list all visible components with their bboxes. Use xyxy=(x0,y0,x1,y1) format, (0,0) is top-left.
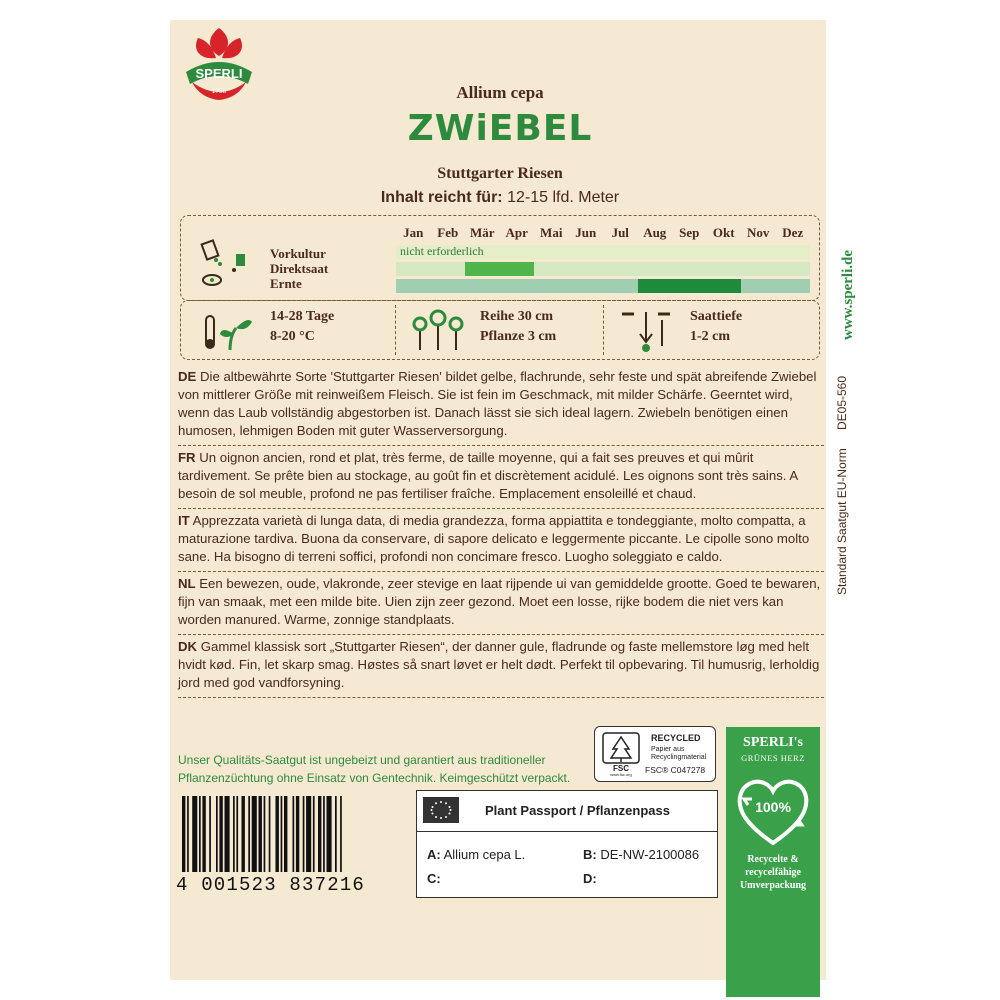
green-title: SPERLI's xyxy=(743,735,803,750)
fsc-label xyxy=(594,726,716,782)
fsc-sub xyxy=(651,746,706,762)
calendar-row-ernte xyxy=(396,279,810,293)
brand-year: 1788 xyxy=(211,88,227,95)
green-heart-panel xyxy=(726,727,820,997)
divider xyxy=(395,305,396,355)
barcode-bar xyxy=(252,796,257,872)
barcode-bar xyxy=(192,796,197,872)
sowing-icon xyxy=(200,238,250,288)
barcode-bar xyxy=(216,796,218,872)
month-label: Jan xyxy=(403,225,424,240)
germination-info xyxy=(270,307,334,347)
barcode-bar xyxy=(236,796,238,872)
barcode-bar xyxy=(303,796,305,872)
barcode-bar xyxy=(187,796,189,872)
variety-name: Stuttgarter Riesen xyxy=(437,165,563,182)
calendar-rows xyxy=(396,245,810,296)
passport-field-b xyxy=(583,847,699,862)
fsc-url: www.fsc.org xyxy=(610,772,632,777)
barcode-bar xyxy=(281,796,283,872)
description-de xyxy=(178,365,824,446)
depth-info xyxy=(690,307,742,347)
barcode-number: 4 001523 837216 xyxy=(176,874,366,896)
month-label: Mai xyxy=(540,225,563,240)
description-text: Un oignon ancien, rond et plat, très ferme, de taille moyenne, qui a fait ses preuves et qui mûrit tardivement. Se prête bien au stockage, au goût fin et discrètement acidulé. Les oignons sont très sains. A besoin de sol meuble, profond ne pas fertiliser fraîche. Emplacement ensoleillé et chaud. xyxy=(178,450,798,501)
green-percent: 100% xyxy=(755,799,791,815)
green-text xyxy=(726,853,820,892)
description-fr xyxy=(178,446,824,509)
green-text-1: Recycelte & xyxy=(747,854,799,865)
language-code: DE xyxy=(178,369,197,384)
seed-standard: Standard Saatgut EU-Norm xyxy=(835,448,849,595)
month-label: Sep xyxy=(679,225,700,240)
product-title: ZWiEBEL xyxy=(407,108,593,149)
passport-field-a xyxy=(427,847,525,862)
germination-icon xyxy=(200,306,254,354)
language-code: NL xyxy=(178,576,196,591)
month-label: Jul xyxy=(611,225,629,240)
month-label: Dez xyxy=(782,225,804,240)
calendar-row-labels xyxy=(270,246,328,291)
barcode-bar xyxy=(248,796,250,872)
product-code: DE05-560 xyxy=(835,375,849,430)
barcode-bar xyxy=(293,796,295,872)
barcode-bar xyxy=(199,796,201,872)
language-code: DK xyxy=(178,639,198,654)
month-label: Apr xyxy=(505,225,528,240)
germination-days: 14-28 Tage xyxy=(270,309,335,324)
spacing-icon xyxy=(410,306,466,354)
description-it xyxy=(178,509,824,572)
fsc-sub1: Papier aus xyxy=(651,746,685,753)
language-code: IT xyxy=(178,513,190,528)
description-text: Een bewezen, oude, vlakronde, zeer stevige en laat rijpende ui van gemiddelde grootte. Goed te bewaren, fijn van smaak, met een milde bite. Uien zijn zeer gezond. Moet een losse, rijke bodem die niet vers kan worden manured. Warme, zonnige standplaats. xyxy=(178,576,821,627)
description-text: Apprezzata varietà di lunga data, di media grandezza, forma appiattita e tondeggiante, molto compatta, a maturazione tardiva. Buona da conservare, di sapore delicato e leggermente piccante. Le cipolle sono molto sane. Ha bisogno di terreni soffici, profondi non concimare fresco. Luogho soleggiato e caldo. xyxy=(178,513,810,564)
barcode-bar xyxy=(209,796,211,872)
fsc-recycled: RECYCLED xyxy=(651,733,701,743)
green-subtitle: GRÜNES HERZ xyxy=(741,753,805,763)
passport-field-c xyxy=(427,871,441,886)
barcode-bar xyxy=(233,796,235,872)
fsc-sub2: Recyclingmaterial xyxy=(651,754,707,761)
barcode-bar xyxy=(327,796,332,872)
passport-divider xyxy=(417,831,717,832)
descriptions xyxy=(178,365,824,698)
month-header xyxy=(396,225,810,241)
germination-temp: 8-20 °C xyxy=(270,329,315,344)
month-label: Jun xyxy=(575,225,597,240)
barcode xyxy=(178,796,384,872)
month-label: Mär xyxy=(469,225,495,240)
field-b-label: B: xyxy=(583,847,597,862)
field-a-value: Allium cepa L. xyxy=(443,847,526,862)
row-label-vorkultur: Vorkultur xyxy=(270,246,326,261)
website-url: www.sperli.de xyxy=(840,250,856,340)
green-text-3: Umverpackung xyxy=(739,880,807,891)
depth-label: Saattiefe xyxy=(690,309,743,324)
calendar-row-vorkultur xyxy=(396,245,810,259)
field-d-label: D: xyxy=(583,871,597,886)
calendar-bar xyxy=(638,279,742,293)
month-label: Nov xyxy=(747,225,770,240)
field-a-label: A: xyxy=(427,847,441,862)
yield-label: Inhalt reicht für: xyxy=(380,189,503,206)
barcode-bar xyxy=(242,796,245,872)
description-text: Die altbewährte Sorte 'Stuttgarter Riesen' bildet gelbe, flachrunde, sehr feste und spät abreifende Zwiebel von mittlerer Größe mit reinweißem Fleisch. Sie ist fein im Geschmack, mit milder Schärfe. Geerntet wird, wenn das Laub vollständig abgestorben ist. Danach lässt sie sich ideal lagern. Zwiebeln benötigen einen humosen, lehmigen Boden mit guter Wasserversorgung. xyxy=(178,369,817,438)
plant-passport xyxy=(416,790,718,898)
barcode-bar xyxy=(264,796,266,872)
barcode-bar xyxy=(335,796,337,872)
spacing-info xyxy=(480,307,556,347)
field-c-label: C: xyxy=(427,871,441,886)
barcode-bar xyxy=(182,796,185,872)
barcode-bar xyxy=(318,796,321,872)
barcode-bar xyxy=(313,796,315,872)
passport-title: Plant Passport / Pflanzenpass xyxy=(485,803,670,818)
language-code: FR xyxy=(178,450,196,465)
divider xyxy=(603,305,604,355)
row-label-direktsaat: Direktsaat xyxy=(270,261,329,276)
description-text: Gammel klassisk sort „Stuttgarter Riesen“, der danner gule, fladrunde og faste mellemstore løg med helt hvidt kød. Fin, let skarp smag. Høstes så snart løvet er helt dødt. Perfekt til opbevaring. Til humusrig, lerholdig jord med god vandforsyning. xyxy=(178,639,820,690)
barcode-bar xyxy=(269,796,271,872)
latin-name: Allium cepa xyxy=(456,83,544,102)
barcode-bar xyxy=(225,796,230,872)
barcode-bar xyxy=(340,796,342,872)
barcode-bar xyxy=(259,796,262,872)
fsc-tree-icon xyxy=(601,731,641,777)
green-text-2: recycelfähige xyxy=(745,867,801,878)
brand-name: SPERLI xyxy=(195,66,243,81)
fsc-logo-text: FSC xyxy=(613,764,629,773)
barcode-bar xyxy=(306,796,311,872)
month-label: Okt xyxy=(712,225,735,240)
field-b-value: DE-NW-2100086 xyxy=(600,847,700,862)
calendar-row-direktsaat xyxy=(396,262,810,276)
yield-value: 12-15 lfd. Meter xyxy=(507,189,620,206)
quality-statement: Unser Qualitäts-Saatgut ist ungebeizt und garantiert aus traditioneller Pflanzenzüchtung ohne Einsatz von Gentechnik. Keimgeschützt verpackt. xyxy=(178,753,571,785)
barcode-bar xyxy=(202,796,205,872)
description-dk xyxy=(178,635,824,698)
description-nl xyxy=(178,572,824,635)
barcode-bar xyxy=(296,796,299,872)
depth-value: 1-2 cm xyxy=(690,329,731,344)
passport-field-d xyxy=(583,871,597,886)
month-label: Feb xyxy=(437,225,459,240)
row-label-ernte: Ernte xyxy=(270,276,302,291)
barcode-bar xyxy=(323,796,325,872)
barcode-bar xyxy=(284,796,287,872)
row-spacing: Reihe 30 cm xyxy=(480,309,554,324)
month-label: Aug xyxy=(643,225,667,240)
barcode-bar xyxy=(219,796,222,872)
plant-spacing: Pflanze 3 cm xyxy=(480,329,557,344)
fsc-license: FSC® C047278 xyxy=(645,765,706,775)
barcode-bar xyxy=(276,796,279,872)
calendar-bar xyxy=(465,262,534,276)
row-note: nicht erforderlich xyxy=(400,244,484,258)
eu-flag-icon xyxy=(423,797,459,823)
depth-icon xyxy=(618,306,674,354)
